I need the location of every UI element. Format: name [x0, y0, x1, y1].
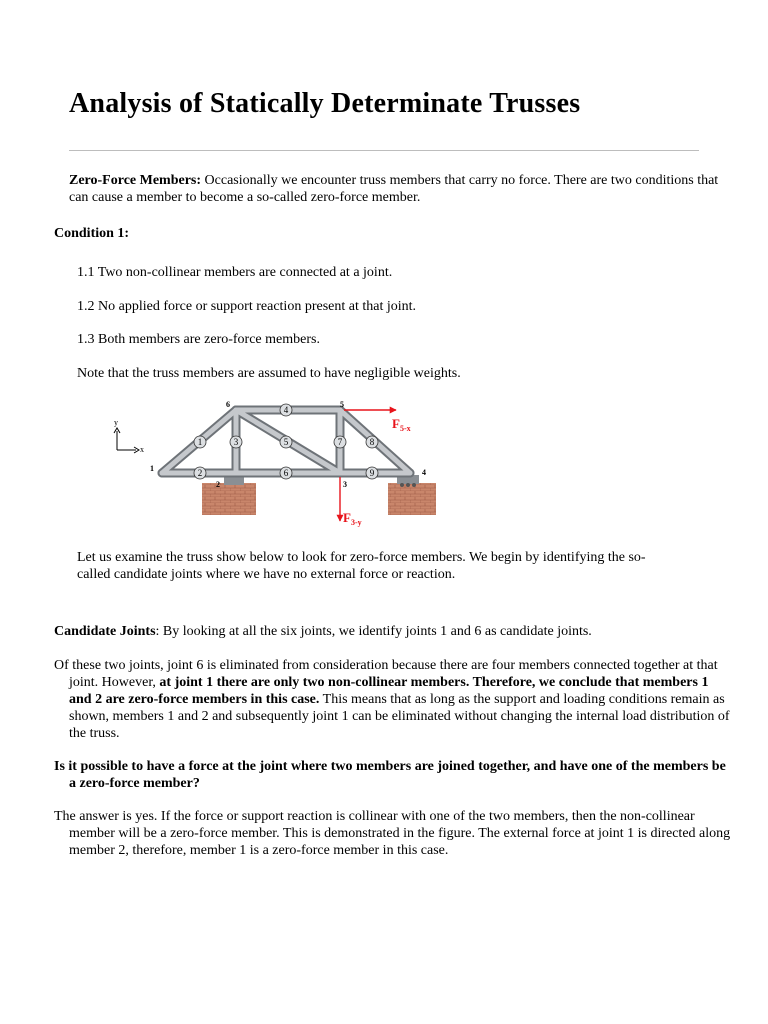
- member-label: [280, 467, 292, 479]
- candidate-label: Candidate Joints: [54, 624, 156, 639]
- svg-text:4: 4: [283, 405, 289, 415]
- axis-indicator: [114, 428, 139, 453]
- member-label: [280, 404, 292, 416]
- intro-label: Zero-Force Members:: [69, 173, 202, 188]
- force-label-5x: $F_{5-x}$: [392, 416, 411, 433]
- condition-heading: Condition 1:: [54, 226, 130, 241]
- condition-item: 1.1 Two non-collinear members are connected at a joint.: [77, 265, 393, 280]
- condition-note: Note that the truss members are assumed to have negligible weights.: [77, 366, 461, 381]
- svg-text:5: 5: [283, 437, 289, 447]
- member-label: [280, 436, 292, 448]
- elimination-text: Of these two joints, joint 6 is eliminated from consideration because there are four members connected together at that joint. However,: [54, 658, 718, 690]
- elimination-paragraph: [54, 657, 734, 742]
- question-paragraph: Is it possible to have a force at the joint where two members are joined together, and have one of the members be a zero-force member?: [54, 759, 726, 791]
- answer-paragraph: The answer is yes. If the force or support reaction is collinear with one of the two members, then the non-collinear member will be a zero-force member. This is demonstrated in the figure. The external force at joint 1 is directed along member 2, therefore, member 1 is a zero-force member in this case.: [54, 809, 731, 858]
- joint-label: 2: [216, 480, 220, 489]
- candidate-text: : By looking at all the six joints, we identify joints 1 and 6 as candidate joints.: [155, 624, 592, 639]
- brick-support-left: [202, 483, 256, 515]
- svg-text:7: 7: [337, 437, 343, 447]
- page-title: Analysis of Statically Determinate Trusses: [69, 88, 581, 119]
- member-label: [230, 436, 242, 448]
- elimination-text-post: This means that as long as the support and loading conditions remain as shown, members 1 and 2 and subsequently joint 1 can be eliminated without changing the internal load distribution of the truss.: [69, 692, 730, 741]
- divider: [69, 150, 699, 151]
- examine-paragraph: Let us examine the truss show below to look for zero-force members. We begin by identifying the so-called candidate joints where we have no external force or reaction.: [77, 550, 646, 582]
- elimination-bold: at joint 1 there are only two non-collinear members. Therefore, we conclude that members 1 and 2 are zero-force members in this case.: [69, 675, 709, 707]
- svg-text:8: 8: [369, 437, 375, 447]
- joint-label: 1: [150, 464, 154, 473]
- truss-figure: [100, 395, 450, 530]
- member-label: [334, 436, 346, 448]
- member-label: [366, 467, 378, 479]
- joint-label: 4: [422, 468, 426, 477]
- svg-text:2: 2: [197, 468, 203, 478]
- member-label: [194, 436, 206, 448]
- intro-text: Occasionally we encounter truss members that carry no force. There are two conditions that can cause a member to become a so-called zero-force member.: [69, 173, 719, 205]
- svg-text:1: 1: [197, 437, 203, 447]
- joint-label: 6: [226, 400, 230, 409]
- svg-text:9: 9: [369, 468, 375, 478]
- joint-label: 5: [340, 400, 344, 409]
- force-label-3y: $F_{3-y}$: [343, 510, 362, 527]
- svg-text:6: 6: [283, 468, 289, 478]
- member-label: [366, 436, 378, 448]
- joint-label: 3: [343, 480, 347, 489]
- intro-paragraph: [69, 172, 729, 206]
- axis-y-label: y: [114, 418, 118, 427]
- svg-text:3: 3: [233, 437, 239, 447]
- candidate-paragraph: [54, 623, 744, 640]
- axis-x-label: x: [140, 445, 144, 454]
- condition-item: 1.3 Both members are zero-force members.: [77, 332, 320, 347]
- member-label: [194, 467, 206, 479]
- condition-item: 1.2 No applied force or support reaction present at that joint.: [77, 299, 417, 314]
- brick-support-right: [388, 483, 436, 515]
